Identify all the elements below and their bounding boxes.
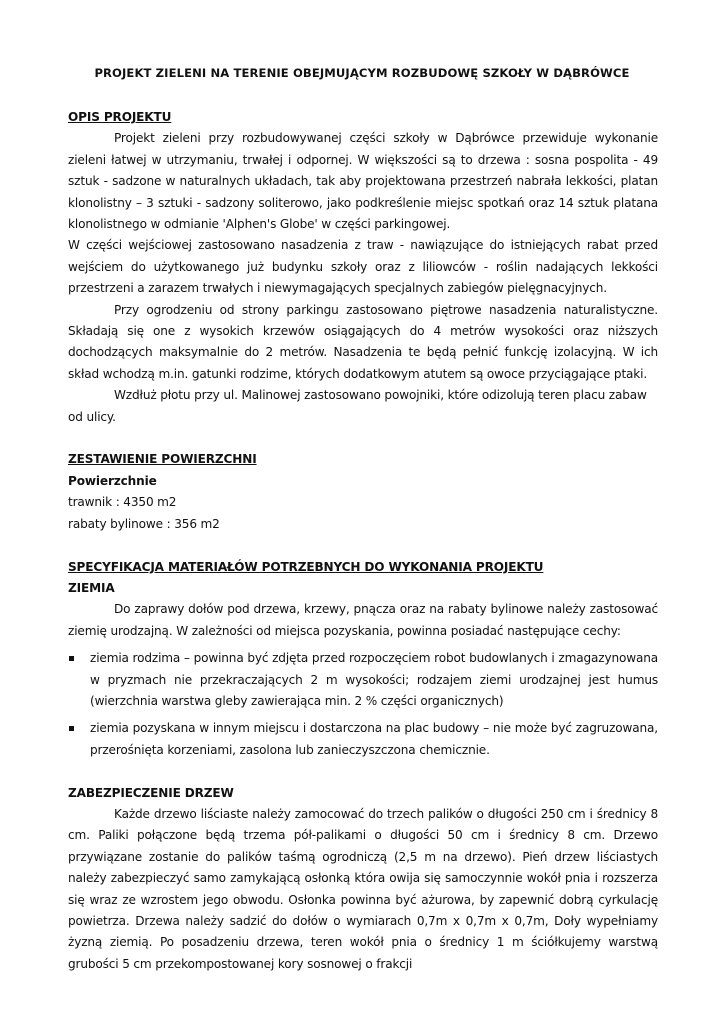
spacer	[68, 535, 658, 556]
list-item-text: ziemia rodzima – powinna być zdjęta przed rozpoczęciem robot budowlanych i zmagazynowana w pryzmach nie przekraczających 2 m wysokości; rodzajem ziemi urodzajnej jest humus (wierzchnia warstwa gleby zawierająca min. 2 % części organicznych)	[90, 651, 658, 708]
paragraph-ziemia: Do zaprawy dołów pod drzewa, krzewy, pnącza oraz na rabaty bylinowe należy zastosować ziemię urodzajną. W zależności od miejsca pozyskania, powinna posiadać następujące cechy:	[68, 602, 658, 638]
section-heading-opis: OPIS PROJEKTU	[68, 110, 172, 124]
list-item-text: ziemia pozyskana w innym miejscu i dostarczona na plac budowy – nie może być zagruzowana, przerośnięta korzeniami, zasolona lub zanieczyszczona chemicznie.	[90, 721, 658, 757]
spacer	[68, 761, 658, 782]
subheading-powierzchnie: Powierzchnie	[68, 473, 157, 488]
area-trawnik: trawnik : 4350 m2	[68, 495, 177, 510]
square-bullet-icon	[69, 726, 74, 731]
section-heading-specyfikacja: SPECYFIKACJA MATERIAŁÓW POTRZEBNYCH DO WYKONANIA PROJEKTU	[68, 559, 544, 574]
document-body	[68, 107, 658, 975]
square-bullet-icon	[69, 656, 74, 661]
paragraph-opis-3: Przy ogrodzeniu od strony parkingu zastosowano piętrowe nasadzenia naturalistyczne. Składają się one z wysokich krzewów osiągających do 4 metrów wysokości oraz niższych dochodzących maksymalnie do 2 metrów. Nasadzenia te będą pełnić funkcję izolacyjną. W ich skład wchodzą m.in. gatunki rodzime, których dodatkowym atutem są owoce przyciągające ptaki.	[68, 302, 658, 381]
subheading-ziemia: ZIEMIA	[68, 580, 115, 595]
bullet-list	[68, 648, 658, 761]
list-item	[68, 718, 658, 761]
list-item	[68, 648, 658, 712]
document-title: PROJEKT ZIELENI NA TERENIE OBEJMUJĄCYM ROZBUDOWĘ SZKOŁY W DĄBRÓWCE	[94, 66, 630, 80]
section-heading-zestawienie: ZESTAWIENIE POWIERZCHNI	[68, 452, 257, 467]
paragraph-zabezpieczenie: Każde drzewo liściaste należy zamocować do trzech palików o długości 250 cm i średnicy 8 cm. Paliki połączone będą trzema pół-palikami o długości 50 cm i średnicy 8 cm. Drzewo przywiązane zostanie do palików taśmą ogrodniczą (2,5 m na drzewo). Pień drzew liściastych należy zabezpieczyć samo zamykającą osłonką która owija się samoczynnie wokół pnia i rozszerza się wraz ze wzrostem jego obwodu. Osłonka powinna być ażurowa, by zapewnić dobrą cyrkulację powietrza. Drzewa należy sadzić do dołów o wymiarach 0,7m x 0,7m x 0,7m, Doły wypełniamy żyzną ziemią. Po posadzeniu drzewa, teren wokół pnia o średnicy 1 m ściółkujemy warstwą grubości 5 cm przekompostowanej kory sosnowej o frakcji	[68, 806, 658, 971]
spacer	[68, 428, 658, 449]
area-rabaty: rabaty bylinowe : 356 m2	[68, 516, 220, 531]
paragraph-opis-2: W części wejściowej zastosowano nasadzenia z traw - nawiązujące do istniejących rabat przed wejściem do użytkowanego już budynku szkoły oraz z liliowców - roślin nadających lekkości przestrzeni a zarazem trwałych i niewymagających specjalnych zabiegów pielęgnacyjnych.	[68, 238, 658, 296]
paragraph-opis-4: Wzdłuż płotu przy ul. Malinowej zastosowano powojniki, które odizolują teren placu zabaw od ulicy.	[68, 388, 647, 424]
section-heading-zabezpieczenie: ZABEZPIECZENIE DRZEW	[68, 785, 234, 800]
paragraph-opis-1: Projekt zieleni przy rozbudowywanej części szkoły w Dąbrówce przewiduje wykonanie zieleni łatwej w utrzymaniu, trwałej i odpornej. W większości są to drzewa : sosna pospolita - 49 sztuk - sadzone w naturalnych układach, tak aby projektowana przestrzeń nabrała lekkości, platan klonolistny – 3 sztuki - sadzony soliterowo, jako podkreślenie miejsc spotkań oraz 14 sztuk platana klonolistnego w odmianie 'Alphen's Globe' w części parkingowej.	[68, 131, 658, 232]
